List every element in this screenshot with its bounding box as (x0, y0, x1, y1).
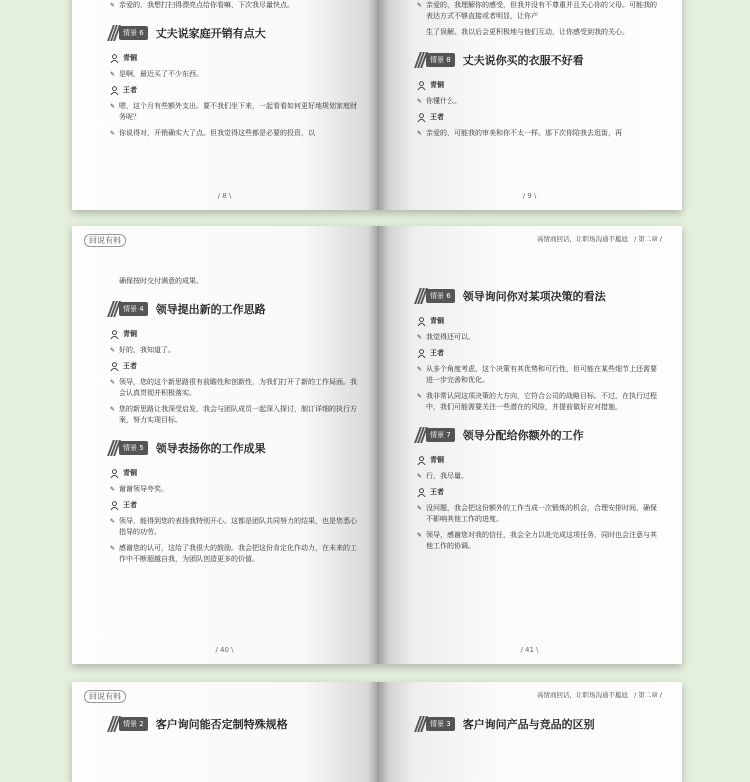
header-title: 高情商回话，让职场沟通不尴尬 (536, 691, 628, 699)
scenario-title: 丈夫说你买的衣服不好看 (462, 54, 584, 67)
arrow-icon: ✎ (110, 71, 116, 78)
page-9 (377, 0, 682, 210)
person-icon (110, 469, 119, 478)
dialogue-line: ✎ 你懂什么。 (417, 97, 461, 105)
scenario-heading (417, 716, 662, 732)
dialogue-line: ✎ 嗯，这个月有些额外支出。要不我们坐下来，一起看看如何更好地规划家庭财务呢？ (110, 102, 357, 121)
speaker-king: 王者 (110, 85, 359, 95)
speaker-bronze: 青铜 (110, 53, 359, 63)
speaker-bronze: 青铜 (110, 468, 359, 478)
speaker-king: 王者 (110, 500, 359, 510)
arrow-icon: ✎ (110, 518, 116, 525)
stripes-icon (110, 301, 118, 317)
arrow-icon: ✎ (110, 545, 116, 552)
stripes-icon (110, 25, 118, 41)
dialogue-line: ✎ 感谢您的认可，这给了我很大的鼓励。我会把这份肯定化作动力，在未来的工作中不断超越自我，为团队创造更多的价值。 (110, 544, 357, 563)
person-icon (417, 113, 426, 122)
person-icon (110, 362, 119, 371)
scenario-heading (110, 25, 359, 41)
header-chapter: / 第二章 / (633, 235, 662, 243)
dialogue-line: ✎ 领导，感谢您对我的信任，我会全力以赴完成这项任务，同时也会注意与其他工作的协调。 (417, 531, 657, 550)
dialogue-line: ✎ 我非常认同这项决策的大方向，它符合公司的战略目标。不过，在执行过程中，我们可能需要关注一些潜在的风险，并提前做好应对措施。 (417, 392, 657, 411)
arrow-icon: ✎ (110, 486, 116, 493)
stripes-icon (110, 716, 118, 732)
scenario-badge: 情景 3 (417, 716, 455, 732)
stripes-icon (417, 716, 425, 732)
stripes-icon (417, 427, 425, 443)
arrow-icon: ✎ (110, 406, 116, 413)
page-number: / 41 \ (520, 646, 539, 654)
dialogue-line: ✎ 是啊，最近买了不少东西。 (110, 70, 203, 78)
scenario-heading (417, 288, 662, 304)
arrow-icon: ✎ (110, 379, 116, 386)
person-icon (417, 456, 426, 465)
page-left-bottom (72, 682, 377, 782)
scenario-badge: 情景 6 (417, 288, 455, 304)
speaker-bronze: 青铜 (110, 329, 359, 339)
page-40 (72, 226, 377, 664)
scenario-title: 领导询问你对某项决策的看法 (462, 290, 606, 303)
dialogue-line: ✎ 谢谢领导夸奖。 (110, 485, 168, 493)
stripes-icon (417, 288, 425, 304)
person-icon (417, 349, 426, 358)
speaker-bronze: 青铜 (417, 316, 662, 326)
speaker-king: 王者 (110, 361, 359, 371)
arrow-icon: ✎ (110, 130, 116, 137)
scenario-heading (110, 440, 359, 456)
person-icon (110, 54, 119, 63)
running-header (531, 690, 662, 699)
stripes-icon (417, 52, 425, 68)
arrow-icon: ✎ (417, 334, 423, 341)
scenario-badge: 情景 4 (110, 301, 148, 317)
page-8 (72, 0, 377, 210)
speaker-king: 王者 (417, 348, 662, 358)
dialogue-line: ✎ 好的，我知道了。 (110, 346, 175, 354)
person-icon (417, 488, 426, 497)
scenario-heading (417, 52, 662, 68)
scenario-heading (110, 301, 359, 317)
arrow-icon: ✎ (417, 532, 423, 539)
scenario-badge: 情景 2 (110, 716, 148, 732)
header-chapter: / 第二章 / (633, 691, 662, 699)
arrow-icon: ✎ (110, 347, 116, 354)
header-title: 高情商回话，让职场沟通不尴尬 (536, 235, 628, 243)
dialogue-line: 确保按时交付满意的成果。 (119, 277, 203, 285)
person-icon (110, 86, 119, 95)
person-icon (417, 81, 426, 90)
dialogue-line: ✎ 亲爱的，我想打扫得漂亮点给你看嘛，下次我尽量快点。 (110, 1, 294, 9)
book-spread-top (72, 0, 682, 210)
arrow-icon: ✎ (417, 473, 423, 480)
page-41 (377, 226, 682, 664)
arrow-icon: ✎ (110, 2, 116, 9)
arrow-icon: ✎ (417, 130, 423, 137)
book-spread-bottom (72, 682, 682, 782)
page-right-bottom (377, 682, 682, 782)
arrow-icon: ✎ (417, 2, 423, 9)
scenario-title: 领导提出新的工作思路 (155, 303, 266, 316)
speaker-bronze: 青铜 (417, 80, 662, 90)
page-number: / 9 \ (522, 192, 537, 200)
arrow-icon: ✎ (417, 393, 423, 400)
scenario-badge: 情景 6 (110, 25, 148, 41)
dialogue-line: ✎ 亲爱的，我理解你的感受，但我并没有不尊重并且关心你的父母。可能我的表达方式不够直接或者明显，让你产 (417, 1, 657, 20)
page-number: / 40 \ (215, 646, 234, 654)
dialogue-line: ✎ 我觉得还可以。 (417, 333, 475, 341)
dialogue-line: ✎ 领导，能得到您的表扬我特别开心。这都是团队共同努力的结果，也是您悉心指导的功劳。 (110, 517, 357, 536)
person-icon (110, 501, 119, 510)
person-icon (110, 330, 119, 339)
dialogue-line: ✎ 你说得对，开销确实大了点。但我觉得这些都是必要的投资，以 (110, 129, 315, 137)
arrow-icon: ✎ (417, 366, 423, 373)
scenario-badge: 情景 5 (110, 440, 148, 456)
scenario-badge: 情景 8 (417, 52, 455, 68)
scenario-heading (417, 427, 662, 443)
dialogue-line: ✎ 领导，您的这个新思路很有前瞻性和创新性，为我们打开了新的工作局面。我会认真贯彻并积极落实。 (110, 378, 357, 397)
speaker-king: 王者 (417, 487, 662, 497)
page-number: / 8 \ (217, 192, 232, 200)
arrow-icon: ✎ (417, 505, 423, 512)
scenario-title: 客户询问产品与竞品的区别 (462, 718, 595, 731)
speaker-king: 王者 (417, 112, 662, 122)
dialogue-line: ✎ 您的新思路让我深受启发，我会与团队成员一起深入探讨，制订详细的执行方案，努力实现目标。 (110, 405, 357, 424)
dialogue-line: ✎ 从多个角度考虑，这个决策有其优势和可行性，但可能在某些细节上还需要进一步完善和优化。 (417, 365, 657, 384)
arrow-icon: ✎ (417, 98, 423, 105)
person-icon (417, 317, 426, 326)
arrow-icon: ✎ (110, 103, 116, 110)
scenario-title: 领导分配给你额外的工作 (462, 429, 584, 442)
running-header (531, 234, 662, 243)
scenario-badge: 情景 7 (417, 427, 455, 443)
logo: 回说有料 (84, 234, 126, 247)
speaker-bronze: 青铜 (417, 455, 662, 465)
scenario-title: 领导表扬你的工作成果 (155, 442, 266, 455)
logo: 回说有料 (84, 690, 126, 703)
dialogue-line: 生了误解。我以后会更积极地与他们互动，让你感受到我的关心。 (426, 28, 629, 36)
stripes-icon (110, 440, 118, 456)
scenario-title: 客户询问能否定制特殊规格 (155, 718, 288, 731)
scenario-title: 丈夫说家庭开销有点大 (155, 27, 266, 40)
dialogue-line: ✎ 行，我尽量。 (417, 472, 468, 480)
dialogue-line: ✎ 亲爱的，可能我的审美和你不太一样。那下次你陪我去逛街，再 (417, 129, 622, 137)
book-spread-middle (72, 226, 682, 664)
dialogue-line: ✎ 没问题，我会把这份额外的工作当成一次锻炼的机会，合理安排时间，确保不影响其他工作的进度。 (417, 504, 657, 523)
scenario-heading (110, 716, 359, 732)
